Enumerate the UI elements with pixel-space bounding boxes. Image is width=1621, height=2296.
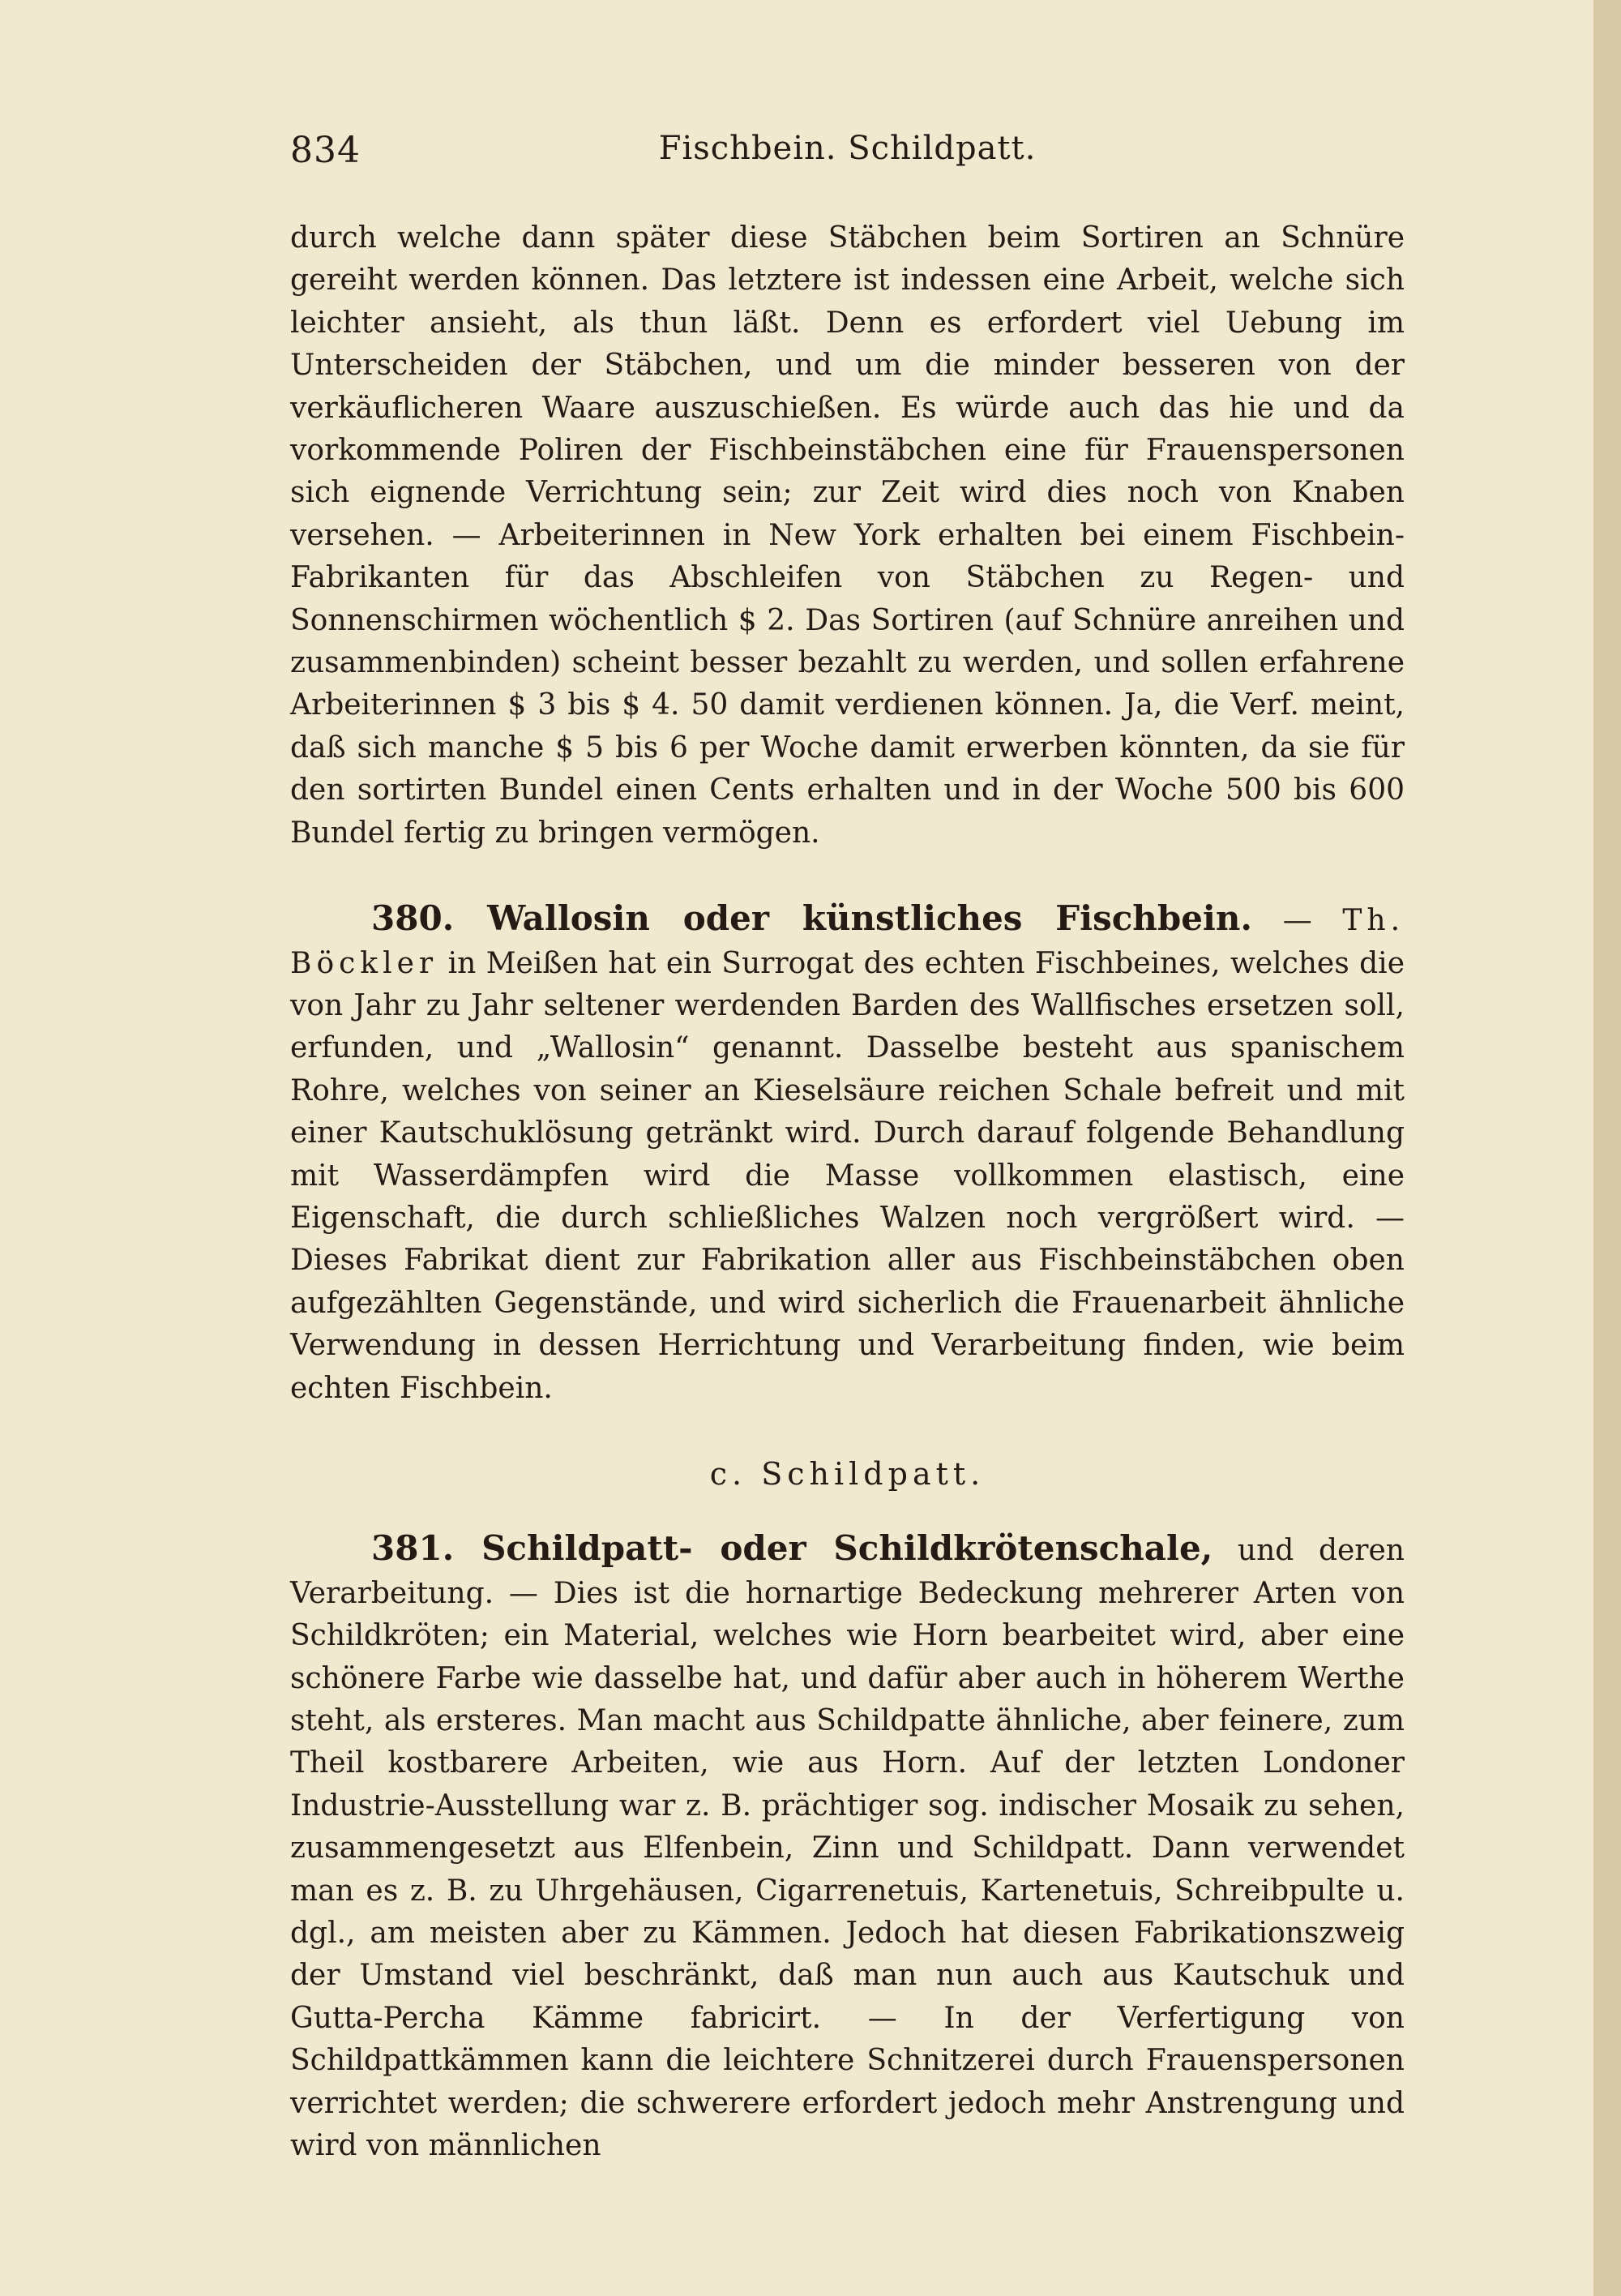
entry-380: [290, 897, 1405, 1410]
page-edge: [1593, 0, 1621, 2296]
page-body: [290, 217, 1405, 2167]
entry-380-title: 380. Wallosin oder künstliches Fischbein.: [371, 898, 1253, 939]
section-heading-c: c. Schildpatt.: [709, 1455, 986, 1492]
entry-381: [290, 1527, 1405, 2167]
entry-380-dash: —: [1252, 904, 1343, 938]
entry-380-text: in Meißen hat ein Surrogat des echten Fischbeines, welches die von Jahr zu Jahr seltener werdenden Barden des Wallfisches ersetzen soll, erfunden, und „Wallosin“ genannt. Dasselbe besteht aus spanischem Rohre, welches von seiner an Kieselsäure reichen Schale befreit und mit einer Kautschuklösung getränkt wird. Durch darauf folgende Behandlung mit Wasserdämpfen wird die Masse vollkommen elastisch, eine Eigenschaft, die durch schließliches Walzen noch vergrößert wird. — Dieses Fabrikat dient zur Fabrikation aller aus Fischbeinstäbchen oben aufgezählten Gegenstände, und wird sicherlich die Frauenarbeit ähnliche Verwendung in dessen Herrichtung und Verarbeitung finden, wie beim echten Fischbein.: [290, 946, 1405, 1405]
entry-381-title: 381. Schildpatt- oder Schildkrötenschale,: [371, 1528, 1213, 1569]
paragraph-continuation: durch welche dann später diese Stäbchen beim Sortiren an Schnüre gereiht werden können. Das letztere ist indessen eine Arbeit, welche sich leichter ansieht, als thun läßt. Denn es erfordert viel Uebung im Unterscheiden der Stäbchen, und um die minder besseren von der verkäuflicheren Waare auszuschießen. Es würde auch das hie und da vorkommende Poliren der Fischbeinstäbchen eine für Frauenspersonen sich eignende Verrichtung sein; zur Zeit wird dies noch von Knaben versehen. — Arbeiterinnen in New York erhalten bei einem Fischbein-Fabrikanten für das Abschleifen von Stäbchen zu Regen- und Sonnenschirmen wöchentlich $ 2. Das Sortiren (auf Schnüre anreihen und zusammenbinden) scheint besser bezahlt zu werden, und sollen erfahrene Arbeiterinnen $ 3 bis $ 4. 50 damit verdienen können. Ja, die Verf. meint, daß sich manche $ 5 bis 6 per Woche damit erwerben könnten, da sie für den sortirten Bundel einen Cents erhalten und in der Woche 500 bis 600 Bundel fertig zu bringen vermögen.: [290, 221, 1405, 850]
running-title: Fischbein. Schildpatt.: [658, 130, 1037, 167]
page-header: [290, 130, 1405, 178]
page-number: 834: [290, 130, 361, 171]
entry-380-author: Th. Böckler: [290, 904, 1405, 980]
entry-381-text: und deren Verarbeitung. — Dies ist die hornartige Bedeckung mehrerer Arten von Schildkröten; ein Material, welches wie Horn bearbeitet wird, aber eine schönere Farbe wie dasselbe hat, und dafür aber auch in höherem Werthe steht, als ersteres. Man macht aus Schildpatte ähnliche, aber feinere, zum Theil kostbarere Arbeiten, wie aus Horn. Auf der letzten Londoner Industrie-Ausstellung war z. B. prächtiger sog. indischer Mosaik zu sehen, zusammengesetzt aus Elfenbein, Zinn und Schildpatt. Dann verwendet man es z. B. zu Uhrgehäusen, Cigarrenetuis, Kartenetuis, Schreibpulte u. dgl., am meisten aber zu Kämmen. Jedoch hat diesen Fabrikationszweig der Umstand viel beschränkt, daß man nun auch aus Kautschuk und Gutta-Percha Kämme fabricirt. — In der Verfertigung von Schildpattkämmen kann die leichtere Schnitzerei durch Frauenspersonen verrichtet werden; die schwerere erfordert jedoch mehr Anstrengung und wird von männlichen: [290, 1534, 1405, 2163]
